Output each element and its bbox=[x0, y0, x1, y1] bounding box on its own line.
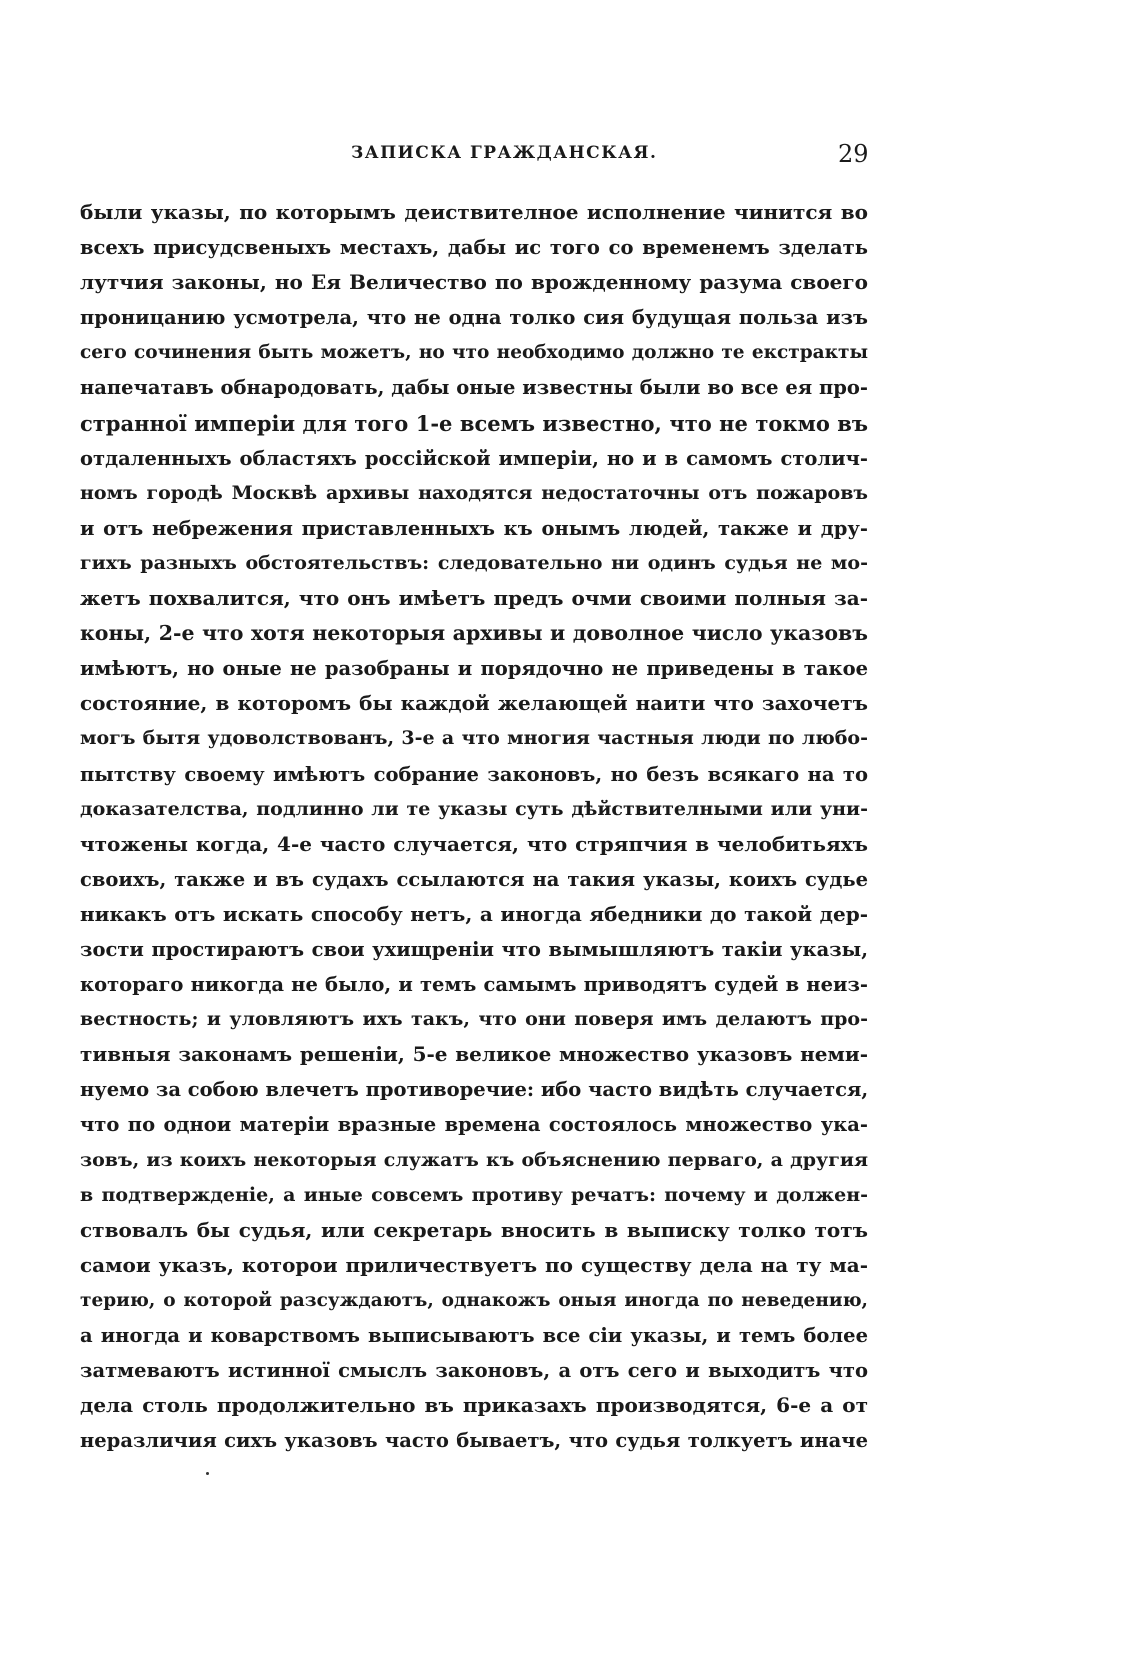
text-line: странної имперіи для того 1-е всемъ известно, что не токмо въ bbox=[80, 410, 868, 436]
body-text bbox=[80, 195, 868, 1458]
text-line: жетъ похвалится, что онъ имѣетъ предъ очми своими полныя за- bbox=[80, 586, 868, 611]
text-line: нуемо за собою влечетъ противоречие: ибо часто видѣть случается, bbox=[80, 1078, 868, 1102]
text-line: вестность; и уловляютъ ихъ такъ, что они поверя имъ делаютъ про- bbox=[80, 1008, 868, 1031]
print-speck bbox=[206, 1472, 209, 1475]
text-line: тивныя законамъ решеніи, 5-е великое множество указовъ неми- bbox=[80, 1042, 868, 1067]
text-line: в подтвержденіе, а иные совсемъ противу речатъ: почему и должен- bbox=[80, 1183, 868, 1206]
text-line: проницанию усмотрела, что не одна толко сия будущая польза изъ bbox=[80, 306, 868, 330]
text-line: коны, 2-е что хотя некоторыя архивы и доволное число указовъ bbox=[80, 621, 868, 646]
text-line: лутчия законы, но Ея Величество по врожденному разума своего bbox=[80, 270, 868, 295]
text-line: котораго никогда не было, и темъ самымъ приводятъ судей в неиз- bbox=[80, 973, 868, 997]
text-line: сего сочинения быть можетъ, но что необходимо должно те екстракты bbox=[80, 342, 868, 364]
running-head: ЗАПИСКА ГРАЖДАНСКАЯ. bbox=[351, 143, 658, 163]
text-line: а иногда и коварствомъ выписываютъ все сіи указы, и темъ более bbox=[80, 1324, 868, 1347]
text-line: зости простираютъ свои ухищреніи что вымышляютъ такіи указы, bbox=[80, 937, 868, 961]
text-line: состояние, в которомъ бы каждой желающей наити что захочетъ bbox=[80, 691, 868, 716]
text-line: напечатавъ обнародовать, дабы оные известны были во все ея про- bbox=[80, 376, 868, 400]
text-line: зовъ, из коихъ некоторыя служатъ къ объяснению перваго, а другия bbox=[80, 1148, 868, 1171]
text-line: могъ бытя удоволствованъ, 3-е а что многия частныя люди по любо- bbox=[80, 727, 868, 750]
text-line: гихъ разныхъ обстоятельствъ: следовательно ни одинъ судья не мо- bbox=[80, 551, 868, 574]
text-line: и отъ небрежения приставленныхъ къ онымъ людей, также и дру- bbox=[80, 516, 868, 540]
text-line: самои указъ, которои приличествуетъ по существу дела на ту ма- bbox=[80, 1252, 868, 1277]
text-line: ствовалъ бы судья, или секретарь вносить в выписку толко тотъ bbox=[80, 1217, 868, 1242]
text-line: дела столь продолжительно въ приказахъ производятся, 6-е а от bbox=[80, 1393, 868, 1418]
text-line: никакъ отъ искать способу нетъ, а иногда ябедники до такой дер- bbox=[80, 901, 868, 926]
text-line: неразличия сихъ указовъ часто бываетъ, что судья толкуетъ иначе bbox=[80, 1429, 868, 1453]
text-line: номъ городѣ Москвѣ архивы находятся недостаточны отъ пожаровъ bbox=[80, 481, 868, 504]
text-line: были указы, по которымъ деиствителное исполнение чинится во bbox=[80, 200, 868, 224]
text-line: чтожены когда, 4-е часто случается, что стряпчия в челобитьяхъ bbox=[80, 831, 868, 856]
text-line: всехъ присудсвеныхъ местахъ, дабы ис того со временемъ зделать bbox=[80, 236, 868, 260]
text-line: пытству своему имѣютъ собрание законовъ, но безъ всякаго на то bbox=[80, 762, 868, 786]
page-number: 29 bbox=[838, 140, 869, 168]
text-line: доказателства, подлинно ли те указы суть дѣйствителными или уни- bbox=[80, 797, 868, 820]
text-line: затмеваютъ истинної смыслъ законовъ, а отъ сего и выходитъ что bbox=[80, 1359, 868, 1383]
text-line: терию, о которой разсуждаютъ, однакожъ оныя иногда по неведению, bbox=[80, 1289, 868, 1311]
text-line: что по однои матеріи вразные времена состоялось множество ука- bbox=[80, 1113, 868, 1137]
text-line: своихъ, также и въ судахъ ссылаются на такия указы, коихъ судье bbox=[80, 867, 868, 891]
text-line: отдаленныхъ областяхъ россійской имперіи, но и в самомъ столич- bbox=[80, 446, 868, 470]
text-line: имѣютъ, но оные не разобраны и порядочно не приведены в такое bbox=[80, 657, 868, 681]
